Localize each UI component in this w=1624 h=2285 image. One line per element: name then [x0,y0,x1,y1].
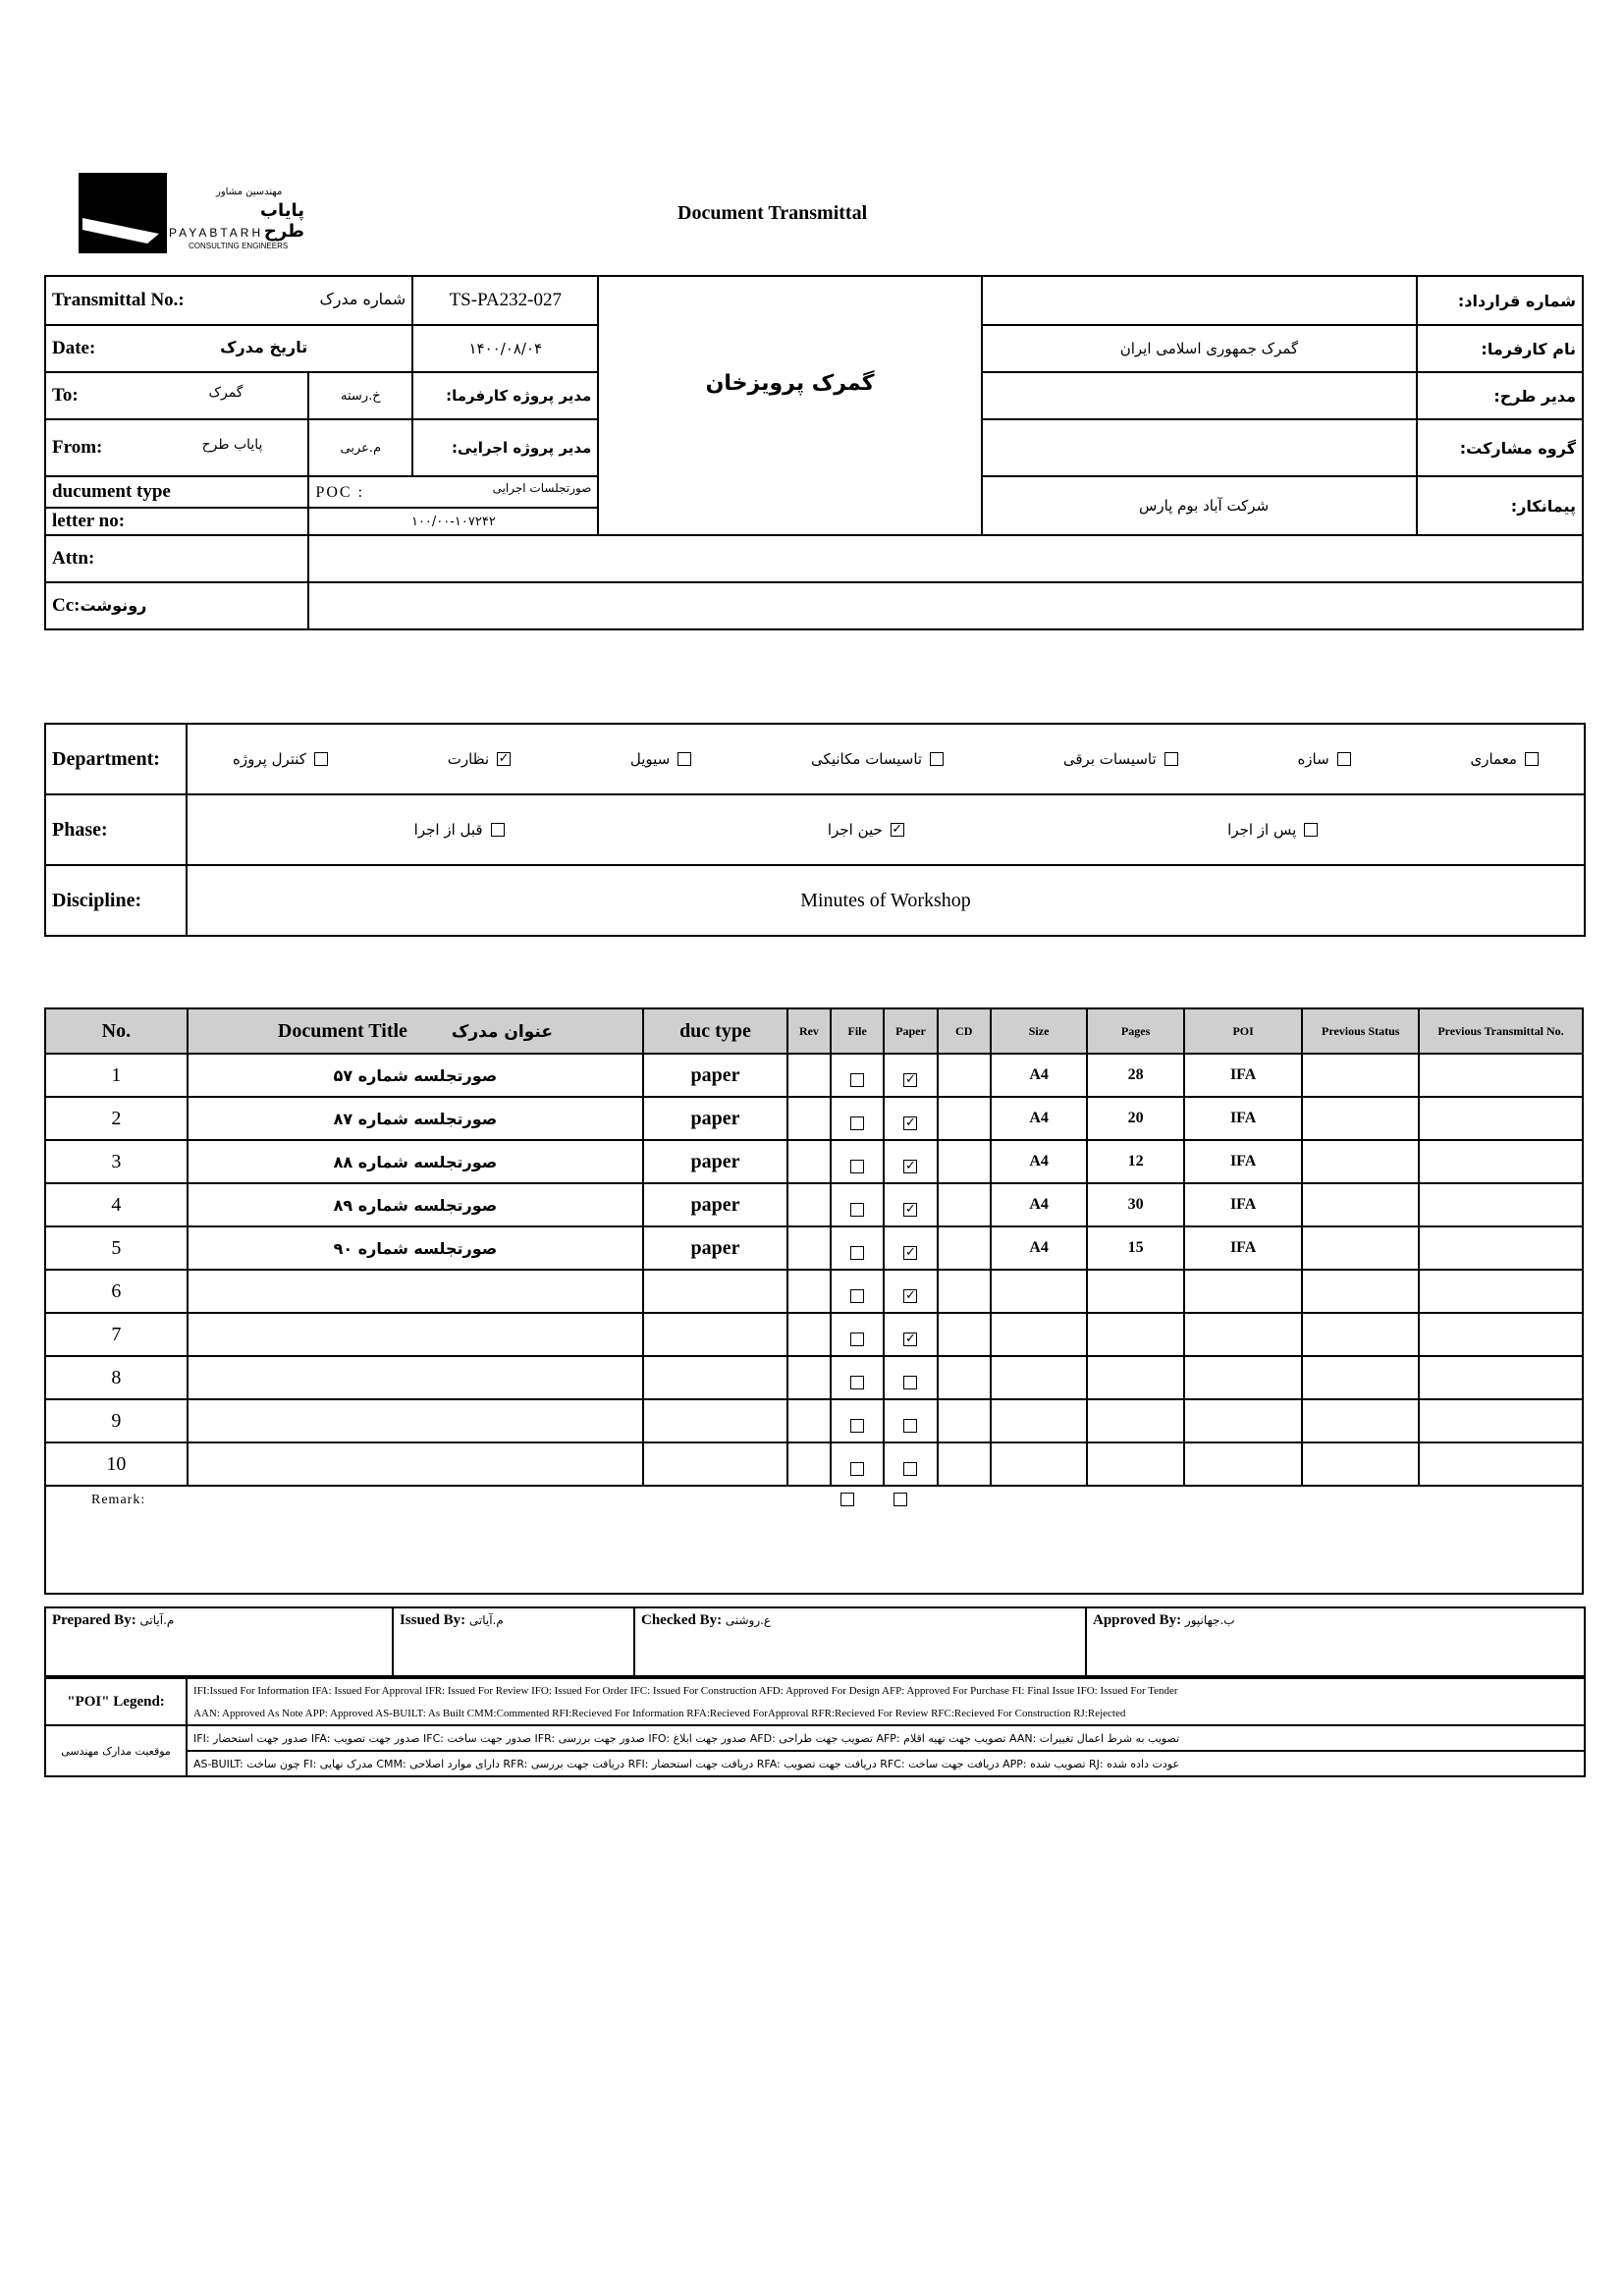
row-file [831,1226,884,1270]
row-prev-status [1302,1097,1419,1140]
department-option[interactable] [630,750,691,768]
row-title [188,1313,643,1356]
file-checkbox[interactable] [850,1073,864,1087]
department-option[interactable] [448,750,511,768]
col-type: duc type [643,1008,787,1054]
row-poi [1184,1442,1303,1486]
row-prev-status [1302,1183,1419,1226]
row-size [991,1442,1088,1486]
department-checkbox[interactable] [1337,752,1351,766]
row-number: 10 [45,1442,188,1486]
row-poi [1184,1356,1303,1399]
row-file [831,1054,884,1097]
table-row [45,1140,1583,1183]
row-number: 9 [45,1399,188,1442]
remark-cell [45,1486,1583,1594]
file-checkbox[interactable] [850,1116,864,1130]
row-pages: 12 [1087,1140,1184,1183]
paper-checkbox[interactable]: ✓ [904,1244,916,1260]
row-paper [884,1097,937,1140]
row-pages [1087,1399,1184,1442]
date-label-cell: Date: تاریخ مدرک [45,325,412,372]
contractor-value: شرکت آباد بوم پارس [982,476,1417,535]
department-option[interactable] [811,750,944,768]
phase-checkbox[interactable]: ✓ [892,822,903,837]
phase-label: Phase: [45,794,187,865]
attn-value [308,535,1583,582]
row-paper [884,1356,937,1399]
row-cd [938,1270,991,1313]
row-paper [884,1399,937,1442]
row-paper [884,1183,937,1226]
row-prev-transmittal [1419,1442,1583,1486]
department-option-label: کنترل پروژه [233,750,306,768]
col-size: Size [991,1008,1088,1054]
table-row [45,1226,1583,1270]
doctype-cell: POC : صورتجلسات اجرایی [308,476,598,508]
row-size [991,1313,1088,1356]
row-file [831,1270,884,1313]
row-prev-transmittal [1419,1313,1583,1356]
department-option[interactable] [1470,750,1539,768]
logo-subtitle: CONSULTING ENGINEERS [189,242,289,250]
design-manager-value [982,372,1417,419]
row-cd [938,1097,991,1140]
row-doc-type [643,1313,787,1356]
row-file [831,1097,884,1140]
row-poi: IFA [1184,1097,1303,1140]
paper-checkbox[interactable]: ✓ [904,1071,916,1087]
paper-checkbox[interactable] [903,1462,917,1476]
col-prev-status: Previous Status [1302,1008,1419,1054]
remark-label: Remark: [91,1493,146,1507]
letter-number: ۱۰۰/۰۰-۱۰۷۲۴۲ [308,508,598,535]
row-size: A4 [991,1183,1088,1226]
logo-company-en: PAYABTARH [169,226,264,240]
department-checkbox[interactable] [314,752,328,766]
row-number: 1 [45,1054,188,1097]
cc-value [308,582,1583,629]
department-checkbox[interactable]: ✓ [498,751,510,766]
department-option-label: سیویل [629,750,671,768]
row-cd [938,1399,991,1442]
row-size [991,1270,1088,1313]
contract-number-label: شماره قرارداد: [1417,276,1583,325]
col-no: No. [45,1008,188,1054]
row-rev [787,1442,831,1486]
row-doc-type: paper [643,1183,787,1226]
row-doc-type: paper [643,1140,787,1183]
row-prev-status [1302,1270,1419,1313]
row-cd [938,1054,991,1097]
row-file [831,1356,884,1399]
letter-no-label: letter no: [45,508,308,535]
file-checkbox[interactable] [850,1333,864,1346]
row-file [831,1399,884,1442]
department-option-label: نظارت [447,750,490,768]
department-checkbox[interactable] [1164,752,1178,766]
phase-option-label: قبل از اجرا [413,821,483,839]
col-poi: POI [1184,1008,1303,1054]
row-doc-type [643,1356,787,1399]
phase-option-label: پس از اجرا [1227,821,1297,839]
row-cd [938,1356,991,1399]
row-doc-type [643,1399,787,1442]
phase-options [187,794,1585,865]
phase-checkbox[interactable] [1304,823,1318,837]
department-option-label: تاسیسات برقی [1062,750,1157,768]
col-rev: Rev [787,1008,831,1054]
checked-by: Checked By: ع.روشنی [634,1607,1086,1676]
row-size: A4 [991,1140,1088,1183]
department-checkbox[interactable] [677,752,691,766]
row-prev-status [1302,1226,1419,1270]
attn-label: Attn: [45,535,308,582]
table-row [45,1356,1583,1399]
row-paper [884,1054,937,1097]
paper-checkbox[interactable]: ✓ [904,1201,916,1217]
poi-legend-label: "POI" Legend: [45,1678,187,1725]
table-row [45,1270,1583,1313]
row-number: 7 [45,1313,188,1356]
row-title [188,1399,643,1442]
client-name-label: نام کارفرما: [1417,325,1583,372]
client-pm-name: خ.رسته [308,372,412,419]
status-legend-line-1: IFI: صدور جهت استحضار IFA: صدور جهت تصویب IFC: صدور جهت ساخت IFR: صدور جهت بررسی IFO: صدور جهت ابلاغ AFD: تصویب جهت طراحی AFP: تصویب جهت تهیه اقلام AAN: تصویب به شرط اعمال تغییرات [187,1725,1585,1751]
from-cell: From: پایاب طرح [45,419,308,476]
row-number: 2 [45,1097,188,1140]
row-doc-type [643,1442,787,1486]
header-table [44,275,1584,630]
row-pages: 15 [1087,1226,1184,1270]
col-cd: CD [938,1008,991,1054]
row-poi: IFA [1184,1140,1303,1183]
row-size: A4 [991,1226,1088,1270]
row-paper [884,1313,937,1356]
row-title [188,1270,643,1313]
poi-legend-line-1: IFI:Issued For Information IFA: Issued For Approval IFR: Issued For Review IFO: Issued For Order IFC: Issued For Construction AFD: Approved For Design AFP: Approved For Purchase FI: Final Issue IFO: Issued For Tender [187,1678,1585,1702]
row-title [188,1356,643,1399]
department-checkbox[interactable] [930,752,944,766]
phase-checkbox[interactable] [491,823,505,837]
row-file [831,1140,884,1183]
row-number: 8 [45,1356,188,1399]
phase-option[interactable] [414,821,505,839]
row-pages [1087,1313,1184,1356]
row-prev-status [1302,1399,1419,1442]
row-pages [1087,1270,1184,1313]
row-pages [1087,1442,1184,1486]
row-poi [1184,1399,1303,1442]
table-row [45,1054,1583,1097]
row-rev [787,1270,831,1313]
col-pages: Pages [1087,1008,1184,1054]
row-number: 6 [45,1270,188,1313]
row-cd [938,1442,991,1486]
row-pages: 30 [1087,1183,1184,1226]
row-rev [787,1097,831,1140]
document-title: Document Transmittal [677,202,868,224]
phase-option-label: حین اجرا [827,821,883,839]
doctype-label: ducument type [45,476,308,508]
row-prev-transmittal [1419,1054,1583,1097]
row-size [991,1356,1088,1399]
client-pm-label: مدیر پروژه کارفرما: [412,372,598,419]
logo-mark [79,173,167,253]
department-option-label: سازه [1297,750,1329,768]
row-size [991,1399,1088,1442]
phase-option[interactable] [1227,821,1318,839]
row-prev-transmittal [1419,1097,1583,1140]
row-paper [884,1270,937,1313]
file-checkbox[interactable] [850,1246,864,1260]
row-pages: 28 [1087,1054,1184,1097]
col-paper: Paper [884,1008,937,1054]
row-poi [1184,1270,1303,1313]
documents-table [44,1007,1584,1595]
row-rev [787,1054,831,1097]
logo-tagline: مهندسین مشاور [216,187,283,197]
department-option[interactable] [1063,750,1178,768]
col-title: Document Title عنوان مدرک [188,1008,643,1054]
row-title [188,1442,643,1486]
signature-table [44,1606,1586,1677]
partner-group-value [982,419,1417,476]
row-rev [787,1226,831,1270]
department-option-label: معماری [1470,750,1517,768]
row-poi: IFA [1184,1054,1303,1097]
row-title: صورتجلسه شماره ۸۸ [188,1140,643,1183]
exec-pm-name: م.عربی [308,419,412,476]
legend-table [44,1677,1586,1777]
row-prev-transmittal [1419,1183,1583,1226]
paper-checkbox[interactable] [903,1376,917,1389]
department-options [187,724,1585,794]
row-title: صورتجلسه شماره ۸۷ [188,1097,643,1140]
row-poi [1184,1313,1303,1356]
row-doc-type: paper [643,1097,787,1140]
classification-table [44,723,1586,937]
transmittal-number: TS-PA232-027 [412,276,598,325]
prepared-by: Prepared By: م.آیاتی [45,1607,393,1676]
department-option-label: تاسیسات مکانیکی [811,750,923,768]
row-rev [787,1140,831,1183]
partner-group-label: گروه مشارکت: [1417,419,1583,476]
file-checkbox[interactable] [850,1203,864,1217]
row-prev-transmittal [1419,1399,1583,1442]
transmittal-label-cell: Transmittal No.: شماره مدرک [45,276,412,325]
row-rev [787,1313,831,1356]
logo-company-fa: پایاب طرح [259,200,304,242]
row-doc-type [643,1270,787,1313]
row-file [831,1183,884,1226]
design-manager-label: مدیر طرح: [1417,372,1583,419]
remark-paper-checkbox[interactable] [893,1493,907,1506]
table-row [45,1313,1583,1356]
row-prev-status [1302,1054,1419,1097]
paper-checkbox[interactable] [903,1419,917,1433]
client-name-value: گمرک جمهوری اسلامی ایران [982,325,1417,372]
row-number: 5 [45,1226,188,1270]
poi-legend-line-2: AAN: Approved As Note APP: Approved AS-BUILT: As Built CMM:Commented RFI:Recieved For Information RFA:Recieved ForApproval RFR:Recieved For Review RFC:Recieved For Construction RJ:Rejected [187,1702,1585,1725]
paper-checkbox[interactable]: ✓ [904,1331,916,1346]
col-prev-transmittal: Previous Transmittal No. [1419,1008,1583,1054]
row-prev-status [1302,1313,1419,1356]
paper-checkbox[interactable]: ✓ [904,1158,916,1173]
row-number: 4 [45,1183,188,1226]
row-rev [787,1183,831,1226]
row-size: A4 [991,1097,1088,1140]
row-title: صورتجلسه شماره ۹۰ [188,1226,643,1270]
to-cell: To: گمرک [45,372,308,419]
row-prev-status [1302,1356,1419,1399]
file-checkbox[interactable] [850,1289,864,1303]
paper-checkbox[interactable]: ✓ [904,1287,916,1303]
row-paper [884,1140,937,1183]
table-row [45,1442,1583,1486]
row-poi: IFA [1184,1226,1303,1270]
company-logo [79,173,304,261]
file-checkbox[interactable] [850,1376,864,1389]
row-cd [938,1226,991,1270]
project-name: گمرک پرویزخان [598,276,981,535]
row-paper [884,1226,937,1270]
row-cd [938,1313,991,1356]
row-title: صورتجلسه شماره ۵۷ [188,1054,643,1097]
row-prev-status [1302,1140,1419,1183]
department-checkbox[interactable] [1525,752,1539,766]
remark-file-checkbox[interactable] [840,1493,854,1506]
col-file: File [831,1008,884,1054]
row-cd [938,1183,991,1226]
row-doc-type: paper [643,1054,787,1097]
row-title: صورتجلسه شماره ۸۹ [188,1183,643,1226]
row-pages [1087,1356,1184,1399]
status-legend-line-2: AS-BUILT: چون ساخت FI: مدرک نهایی CMM: دارای موارد اصلاحی RFR: دریافت جهت بررسی RFI: دریافت جهت استحضار RFA: دریافت جهت تصویب RFC: دریافت جهت ساخت APP: تصویب شده RJ: عودت داده شده [187,1751,1585,1776]
exec-pm-label: مدیر پروژه اجرایی: [412,419,598,476]
row-prev-transmittal [1419,1270,1583,1313]
row-prev-transmittal [1419,1140,1583,1183]
row-prev-transmittal [1419,1356,1583,1399]
status-legend-label: موقعیت مدارک مهندسی [45,1725,187,1776]
issued-by: Issued By: م.آیاتی [393,1607,634,1676]
file-checkbox[interactable] [850,1462,864,1476]
row-number: 3 [45,1140,188,1183]
row-rev [787,1356,831,1399]
file-checkbox[interactable] [850,1419,864,1433]
cc-label-cell: Cc:رونوشت [45,582,308,629]
row-doc-type: paper [643,1226,787,1270]
row-rev [787,1399,831,1442]
discipline-value: Minutes of Workshop [187,865,1585,936]
contract-number-value [982,276,1417,325]
phase-option[interactable] [828,821,904,839]
department-option[interactable] [1297,750,1350,768]
document-date: ۱۴۰۰/۰۸/۰۴ [412,325,598,372]
department-option[interactable] [233,750,328,768]
approved-by: Approved By: ب.جهانپور [1086,1607,1585,1676]
file-checkbox[interactable] [850,1160,864,1173]
table-row [45,1097,1583,1140]
table-row [45,1183,1583,1226]
row-prev-transmittal [1419,1226,1583,1270]
row-prev-status [1302,1442,1419,1486]
row-cd [938,1140,991,1183]
discipline-label: Discipline: [45,865,187,936]
department-label: Department: [45,724,187,794]
row-file [831,1313,884,1356]
contractor-label: پیمانکار: [1417,476,1583,535]
table-row [45,1399,1583,1442]
row-poi: IFA [1184,1183,1303,1226]
paper-checkbox[interactable]: ✓ [904,1115,916,1130]
row-pages: 20 [1087,1097,1184,1140]
row-size: A4 [991,1054,1088,1097]
row-paper [884,1442,937,1486]
row-file [831,1442,884,1486]
